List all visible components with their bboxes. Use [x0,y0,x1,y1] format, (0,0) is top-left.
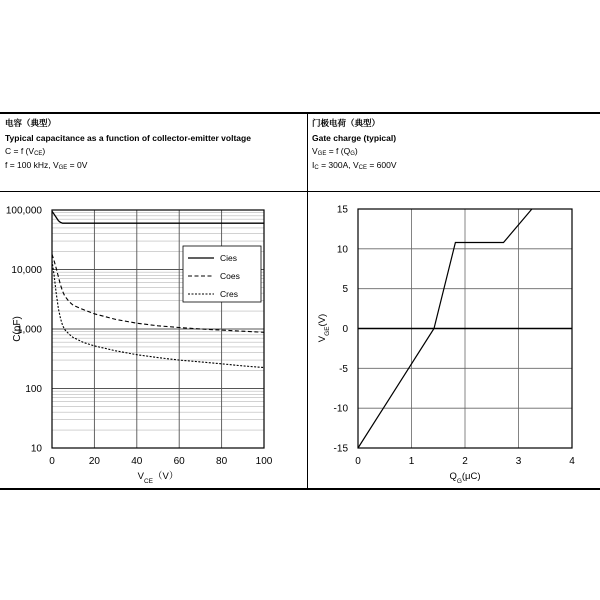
legend-label-cres: Cres [220,289,238,299]
x-tick-label: 20 [88,456,100,467]
left-title-cn: 电容（典型） [5,119,57,129]
y-tick-label: 10,000 [11,265,42,276]
y-tick-label: 0 [342,324,348,335]
x-tick-label: 60 [173,456,185,467]
y-tick-label: -15 [333,443,348,455]
x-tick-label: 2 [462,456,468,467]
x-tick-label: 100 [255,456,273,467]
right-title-en: Gate charge (typical) [312,132,397,143]
x-tick-label: 0 [355,456,361,467]
y-tick-label: 10 [30,443,42,455]
legend-label-cies: Cies [220,253,238,263]
x-tick-label: 4 [569,456,575,467]
y-tick-label: -10 [333,403,348,415]
capacitance-x-axis-label: $V_{CE}(V)$ [137,471,179,485]
gate-charge-x-axis-label: $Q_G(\mu C)$ [449,471,481,485]
y-tick-label: 5 [342,284,348,296]
gate-charge-y-axis-label: $V_{GE}(V)$ [317,313,331,343]
x-tick-label: 0 [49,456,55,467]
capacitance-y-axis-label: C(pF) [12,316,23,342]
left-formula: C = f $(V_{CE})$ [5,146,46,157]
right-title-cn: 门极电荷（典型） [312,119,381,129]
y-tick-label: 10 [336,244,348,256]
x-tick-label: 40 [131,456,143,467]
y-tick-label: 100 [25,384,42,395]
right-condition: $I_C = 300A$, $V_{CE} = 600V$ [312,159,397,171]
x-tick-label: 80 [216,456,228,467]
series-line-cies [52,211,264,223]
x-tick-label: 1 [408,456,415,467]
capacitance-legend [183,246,261,302]
y-tick-label: 1,000 [16,324,42,336]
left-condition: f = 100 kHz, $V_{GE} = 0V$ [5,159,88,171]
y-tick-label: -5 [339,363,348,375]
left-title-en: Typical capacitance as a function of collector-emitter voltage [5,132,251,143]
y-tick-label: 100,000 [5,205,42,217]
x-tick-label: 3 [515,456,522,467]
y-tick-label: 15 [336,204,348,216]
right-formula: $V_{GE} = f$ $(Q_G)$ [312,146,358,157]
legend-label-coes: Coes [220,271,240,281]
